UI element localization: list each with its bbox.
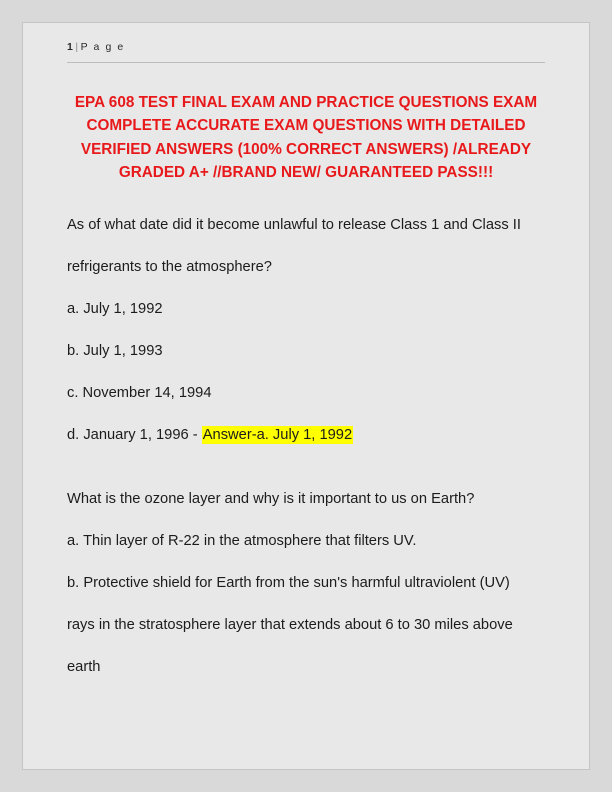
- question-1: [67, 214, 545, 446]
- question-1-prompt-line-2: refrigerants to the atmosphere?: [67, 259, 272, 276]
- question-2: [67, 488, 545, 678]
- question-1-choice-b: b. July 1, 1993: [67, 343, 163, 360]
- question-2-choice-a: a. Thin layer of R-22 in the atmosphere that filters UV.: [67, 533, 417, 550]
- question-1-choice-a: a. July 1, 1992: [67, 301, 163, 318]
- question-2-prompt: What is the ozone layer and why is it important to us on Earth?: [67, 491, 475, 508]
- document-title: EPA 608 TEST FINAL EXAM AND PRACTICE QUESTIONS EXAM COMPLETE ACCURATE EXAM QUESTIONS WITH DETAILED VERIFIED ANSWERS (100% CORRECT ANSWERS) /ALREADY GRADED A+ //BRAND NEW/ GUARANTEED PASS!!!: [74, 94, 538, 181]
- question-2-choice-b-cont-1: rays in the stratosphere layer that extends about 6 to 30 miles above: [67, 617, 513, 634]
- page-label: P a g e: [80, 41, 125, 53]
- question-2-choice-b: b. Protective shield for Earth from the sun's harmful ultraviolent (UV): [67, 575, 510, 592]
- question-1-choice-c: c. November 14, 1994: [67, 385, 212, 402]
- question-2-choice-b-cont-2: earth: [67, 659, 101, 676]
- question-spacer: [67, 466, 545, 488]
- page-content: [23, 23, 589, 679]
- document-page: [22, 22, 590, 770]
- question-1-prompt-line-1: As of what date did it become unlawful to release Class 1 and Class II: [67, 217, 521, 233]
- question-1-choice-d-with-answer: [67, 424, 545, 446]
- questions-block: [67, 214, 545, 679]
- question-1-answer-highlight: Answer-a. July 1, 1992: [202, 427, 353, 444]
- page-header: [67, 41, 545, 63]
- question-1-choice-d: d. January 1, 1996 -: [67, 427, 202, 444]
- page-number: 1: [67, 41, 74, 53]
- header-separator: |: [75, 41, 79, 53]
